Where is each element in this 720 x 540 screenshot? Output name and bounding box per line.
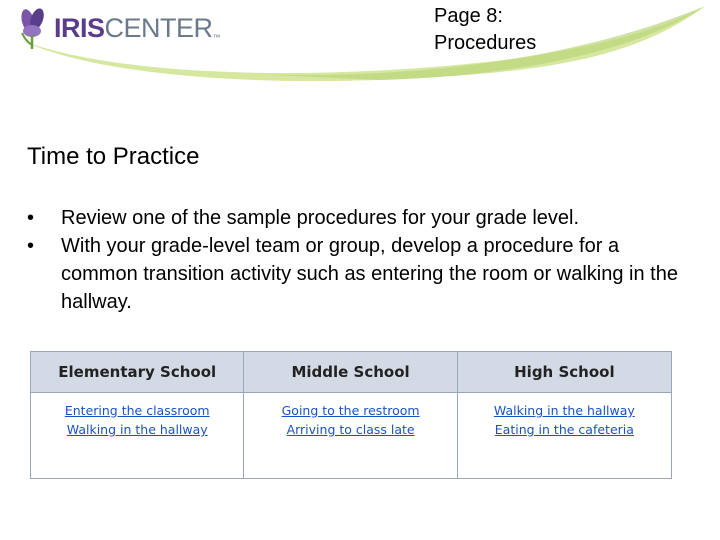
table-row [31,393,672,479]
logo-wordmark: IRISCENTER™ [54,12,221,43]
page-title [434,3,536,57]
link-eating-cafeteria[interactable]: Eating in the cafeteria [494,422,634,437]
list-item [27,232,697,316]
link-going-to-restroom[interactable]: Going to the restroom [281,403,420,418]
bullet-icon: • [27,207,35,229]
link-entering-classroom[interactable]: Entering the classroom [64,403,210,418]
iris-center-logo [18,6,220,50]
column-header-high: High School [457,352,671,393]
instruction-list [27,204,697,316]
grade-level-procedures-table [30,351,672,479]
bullet-icon: • [27,235,35,257]
list-item-text: With your grade-level team or group, develop a procedure for a common transition activity such as entering the room or walking in the hallway. [61,235,678,313]
list-item-text: Review one of the sample procedures for your grade level. [61,207,580,229]
list-item [27,204,697,232]
link-walking-hallway-elementary[interactable]: Walking in the hallway [66,422,208,437]
section-heading: Time to Practice [27,143,200,170]
page-title-line2: Procedures [434,32,537,54]
iris-flower-icon [18,7,48,49]
link-arriving-late[interactable]: Arriving to class late [286,422,415,437]
page-title-line1: Page 8: [434,5,503,27]
column-header-elementary: Elementary School [31,352,244,393]
link-walking-hallway-high[interactable]: Walking in the hallway [493,403,635,418]
column-header-middle: Middle School [244,352,457,393]
high-links-cell [457,393,671,479]
middle-links-cell [244,393,457,479]
table-header-row [31,352,672,393]
elementary-links-cell [31,393,244,479]
